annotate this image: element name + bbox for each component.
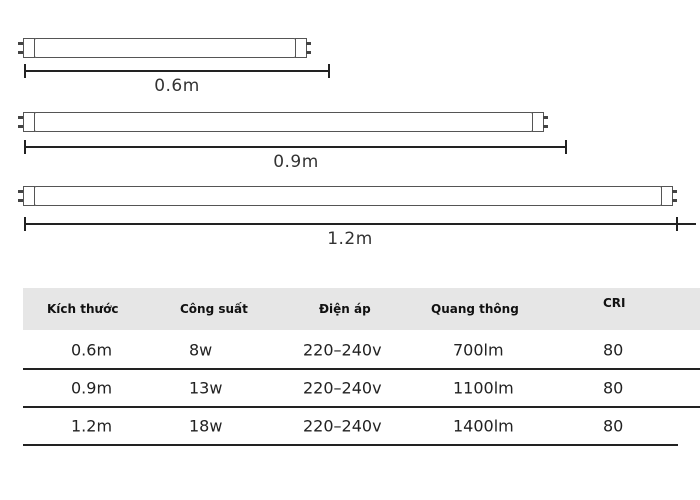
end-cap-icon (532, 112, 544, 132)
spec-table (23, 288, 700, 444)
cell-flux: 1400lm (453, 416, 514, 436)
cell-power: 18w (189, 416, 223, 436)
dimension-label: 0.6m (154, 76, 200, 96)
tube-body (34, 112, 533, 132)
table-header (23, 288, 700, 330)
pin-icon (543, 125, 548, 128)
pin-icon (672, 190, 677, 193)
pin-icon (306, 42, 311, 45)
cell-flux: 1100lm (453, 378, 514, 398)
cell-voltage: 220–240v (303, 340, 382, 360)
cell-cri: 80 (603, 416, 624, 436)
cell-size: 1.2m (71, 416, 113, 436)
cell-cri: 80 (603, 378, 624, 398)
cell-size: 0.9m (71, 378, 113, 398)
tube-body (34, 186, 662, 206)
header-flux: Quang thông (431, 302, 519, 316)
dimension-1-2m (0, 213, 700, 253)
cell-cri: 80 (603, 340, 624, 360)
table-row (23, 406, 700, 444)
dimension-label: 0.9m (273, 152, 319, 172)
pin-icon (672, 199, 677, 202)
header-voltage: Điện áp (319, 302, 371, 316)
dimension-label: 1.2m (327, 229, 373, 249)
row-divider (23, 444, 678, 446)
table-row (23, 368, 700, 406)
end-cap-icon (295, 38, 307, 58)
cell-power: 13w (189, 378, 223, 398)
pin-icon (543, 116, 548, 119)
end-cap-icon (661, 186, 673, 206)
header-power: Công suất (180, 302, 248, 316)
header-cri: CRI (603, 296, 626, 310)
cell-power: 8w (189, 340, 213, 360)
cell-voltage: 220–240v (303, 416, 382, 436)
cell-voltage: 220–240v (303, 378, 382, 398)
pin-icon (306, 51, 311, 54)
tube-0-9m (0, 112, 700, 134)
tube-0-6m (0, 38, 700, 60)
table-row (23, 330, 700, 368)
cell-size: 0.6m (71, 340, 113, 360)
header-size: Kích thước (47, 302, 119, 316)
cell-flux: 700lm (453, 340, 504, 360)
tube-1-2m (0, 186, 700, 208)
dimension-0-9m (0, 136, 700, 176)
dimension-0-6m (0, 60, 700, 100)
tube-body (34, 38, 296, 58)
